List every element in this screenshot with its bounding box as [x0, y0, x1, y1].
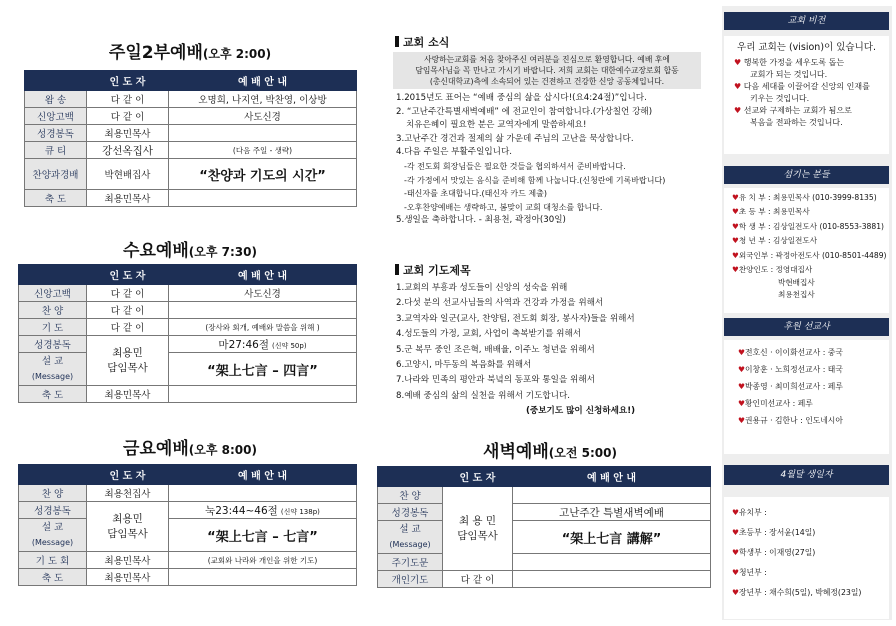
list-item: -오후찬양예배는 생략하고, 봄맞이 교회 대청소를 합니다. — [404, 202, 603, 212]
missions-heading: 후원 선교사 — [724, 318, 889, 336]
heart-icon: ♥ — [732, 528, 739, 537]
sunday-table — [24, 70, 357, 207]
table-row: 주기도문 — [378, 554, 711, 571]
list-item: -각 전도회 회장님들은 필요한 것들을 협의하셔서 준비바랍니다. — [404, 161, 626, 171]
list-item: 5.생일을 축하합니다. - 최용천, 곽정아(30일) — [396, 215, 566, 226]
table-row: 찬 양 최용천집사 — [19, 485, 357, 502]
list-item: 5.군 복무 중인 조은혁, 배배율, 이주노 청년을 위해서 — [396, 344, 595, 355]
table-row: 성경봉독 최용민목사 — [25, 125, 357, 142]
list-item: 4.성도들의 가정, 교회, 사업이 축복받기를 위해서 — [396, 329, 582, 340]
vision-heading: 교회 비전 — [724, 12, 889, 30]
table-row: 성경봉독 고난주간 특별새벽예배 — [378, 504, 711, 521]
table-row: 성경봉독 최용민 담임목사 눅23:44~46절 (신약 138p) — [19, 502, 357, 519]
dawn-title-text: 새벽예배 — [483, 442, 549, 462]
list-item: 8.예배 중심의 삶의 실천을 위해서 기도합니다. — [396, 390, 571, 401]
list-item: 3.교역자와 일군(교사, 찬양팀, 전도회 회장, 봉사자)들을 위해서 — [396, 313, 635, 324]
sunday-time: (오후 2:00) — [202, 47, 272, 61]
heart-icon: ♥ — [732, 193, 739, 202]
table-row: 성경봉독 최용민 담임목사 마27:46절 (신약 50p) — [19, 336, 357, 353]
heart-icon: ♥ — [734, 82, 742, 91]
news-list — [396, 92, 716, 228]
dawn-table: 인 도 자 예 배 안 내 찬 양 최 용 민 담임목사 성경봉독 고난주간 특별새벽예배 설 교 (Message) “架上七言 講解” 주기도문 개인기도 다 같 이 — [377, 466, 711, 588]
workers-heading: 섬기는 분들 — [724, 166, 889, 184]
heart-icon: ♥ — [732, 508, 739, 517]
table-row: 축 도 최용민목사 — [19, 386, 357, 403]
wednesday-title-text: 수요예배 — [123, 241, 189, 261]
table-row: 신앙고백 다 같 이 사도신경 — [25, 108, 357, 125]
list-item: 4.다음 주일은 부활주일입니다. — [396, 147, 513, 158]
bullet-bar-icon — [395, 264, 399, 275]
sunday-title-text: 주일2부예배 — [108, 43, 203, 63]
welcome-notice: 사랑하는교회를 처음 찾아주신 여러분을 진심으로 환영합니다. 예배 후에 담임목사님을 꼭 만나고 가시기 바랍니다. 저희 교회는 대한예수교장로회 합동 (총신대학교)측에 소속되어 있는 건전하고 건강한 신앙 공동체입니다. — [393, 52, 701, 89]
table-row: 찬 양 최 용 민 담임목사 — [378, 487, 711, 504]
table-row: 큐 티 강선옥집사 (다음 주일 - 생략) — [25, 142, 357, 159]
heart-icon: ♥ — [734, 106, 742, 115]
workers-box: ♥유 치 부 : 최용민목사 (010-3999-8135) ♥초 등 부 : 최용민목사 ♥학 생 부 : 김상일전도사 (010-8553-3881) ♥청 년 부 : 김상일전도사 ♥외국인부 : 곽정아전도사 (010-8501-4489) ♥찬양인도 : 정영대집사 박현배집사 최용천집사 — [724, 188, 889, 313]
friday-title — [110, 434, 270, 459]
list-item: -각 가정에서 맛있는 음식을 준비해 함께 나눕니다.(신청란에 기록바랍니다) — [404, 175, 666, 185]
birthdays-heading: 4월달 생일자 — [724, 465, 889, 485]
table-row: 찬 양 다 같 이 — [19, 302, 357, 319]
table-row: 기 도 다 같 이 (장사와 회개, 예배와 말씀을 위해 ) — [19, 319, 357, 336]
list-item: 6.고양시, 마두동의 복음화를 위해서 — [396, 360, 532, 371]
prayer-note: (중보기도 많이 신청하세요!) — [526, 406, 636, 417]
table-row: 찬양과경배 박현배집사 “찬양과 기도의 시간” — [25, 159, 357, 190]
news-heading: 교회 소식 — [395, 34, 449, 50]
bullet-bar-icon — [395, 36, 399, 47]
heart-icon: ♥ — [732, 548, 739, 557]
friday-time: (오후 8:00) — [188, 443, 257, 457]
heart-icon: ♥ — [738, 382, 745, 391]
list-item: 1.교회의 부흥과 성도들이 신앙의 성숙을 위해 — [396, 283, 568, 293]
sunday-title — [100, 38, 280, 63]
heart-icon: ♥ — [738, 348, 745, 357]
table-row: 신앙고백 다 같 이 사도신경 — [19, 285, 357, 302]
list-item: 1.2015년도 표어는 “예배 중심의 삶을 삽시다!(요4:24절)”입니다. — [396, 93, 647, 103]
friday-title-text: 금요예배 — [123, 439, 189, 459]
col-info: 예 배 안 내 — [169, 71, 357, 91]
heart-icon: ♥ — [732, 221, 739, 231]
table-row: 왐 송 다 같 이 오명희, 나지연, 박찬영, 이상방 — [25, 91, 357, 108]
list-item: 2. “고난주간특별새벽예배” 에 전교인이 참여합니다.(가상칠언 강해) — [396, 106, 653, 117]
heart-icon: ♥ — [732, 207, 739, 217]
heart-icon: ♥ — [738, 399, 745, 408]
heart-icon: ♥ — [732, 568, 739, 577]
table-row: 설 교 (Message) “架上七言 – 四言” — [19, 353, 357, 386]
heart-icon: ♥ — [738, 416, 745, 425]
table-row: 축 도 최용민목사 — [19, 569, 357, 586]
col-leader: 인 도 자 — [87, 71, 169, 91]
prayer-heading: 교회 기도제목 — [395, 262, 471, 278]
wednesday-time: (오후 7:30) — [188, 245, 257, 259]
heart-icon: ♥ — [732, 250, 739, 260]
list-item: 3.고난주간 경건과 절제의 삶 가운데 주님의 고난을 묵상합니다. — [396, 133, 634, 144]
table-row: 개인기도 다 같 이 — [378, 571, 711, 588]
table-row: 설 교 (Message) “架上七言 講解” — [378, 521, 711, 554]
heart-icon: ♥ — [732, 265, 739, 275]
friday-table: 인 도 자 예 배 안 내 찬 양 최용천집사 성경봉독 최용민 담임목사 눅23:44~46절 (신약 138p) 설 교 (Message) “架上七言 – 七言” 기 도 회 최용민목사 (교회와 나라와 개인을 위한 기도) 축 도 최용민목사 — [18, 464, 357, 586]
list-item: 치유은혜이 필요한 분은 교역자에게 말씀하세요! — [406, 120, 587, 131]
heart-icon: ♥ — [738, 365, 745, 374]
dawn-title — [455, 437, 645, 462]
table-row: 축 도 최용민목사 — [25, 190, 357, 207]
list-item: 2.다섯 분의 선교사님들의 사역과 건강과 가정을 위해서 — [396, 298, 604, 309]
wednesday-title — [105, 236, 275, 261]
table-row: 설 교 (Message) “架上七言 – 七言” — [19, 519, 357, 552]
dawn-time: (오전 5:00) — [548, 446, 617, 460]
heart-icon: ♥ — [732, 236, 739, 246]
heart-icon: ♥ — [734, 58, 742, 67]
list-item: -태신자를 초대합니다.(태신자 카드 제출) — [404, 189, 547, 199]
table-row: 기 도 회 최용민목사 (교회와 나라와 개인을 위한 기도) — [19, 552, 357, 569]
list-item: 7.나라와 민족의 평안과 북녘의 동포와 통일을 위해서 — [396, 375, 595, 386]
vision-title: 우리 교회는 (vision)이 있습니다. — [737, 42, 876, 53]
vision-box: 우리 교회는 (vision)이 있습니다. ♥ 행복한 가정을 세우도록 돕는 교회가 되는 것입니다. ♥ 다음 세대를 이끌어갈 신앙의 인재를 키우는 것입니다. ♥ 선교와 구제하는 교회가 됨으로 복음을 전파하는 것입니다. — [724, 36, 889, 154]
wednesday-table: 인 도 자 예 배 안 내 신앙고백 다 같 이 사도신경 찬 양 다 같 이 기 도 다 같 이 (장사와 회개, 예배와 말씀을 위해 ) 성경봉독 최용민 담임목사 마27:46절 (신약 50p) 설 교 (Message) “架上七言 – 四言” 축 도 최용민목사 — [18, 264, 357, 403]
missions-box: ♥전호신 · 이이화선교사 : 중국 ♥이창훈 · 노희정선교사 : 태국 ♥박종영 · 최미희선교사 : 페루 ♥황인미선교사 : 페루 ♥권용규 · 김한나 : 인도네시아 — [724, 340, 889, 454]
heart-icon: ♥ — [732, 588, 739, 597]
birthdays-box: ♥유치부 : ♥초등부 : 장서윤(14일) ♥학생부 : 이재영(27일) ♥청년부 : ♥장년부 : 채수희(5일), 박혜정(23일) — [724, 497, 889, 619]
prayer-list — [396, 281, 716, 420]
